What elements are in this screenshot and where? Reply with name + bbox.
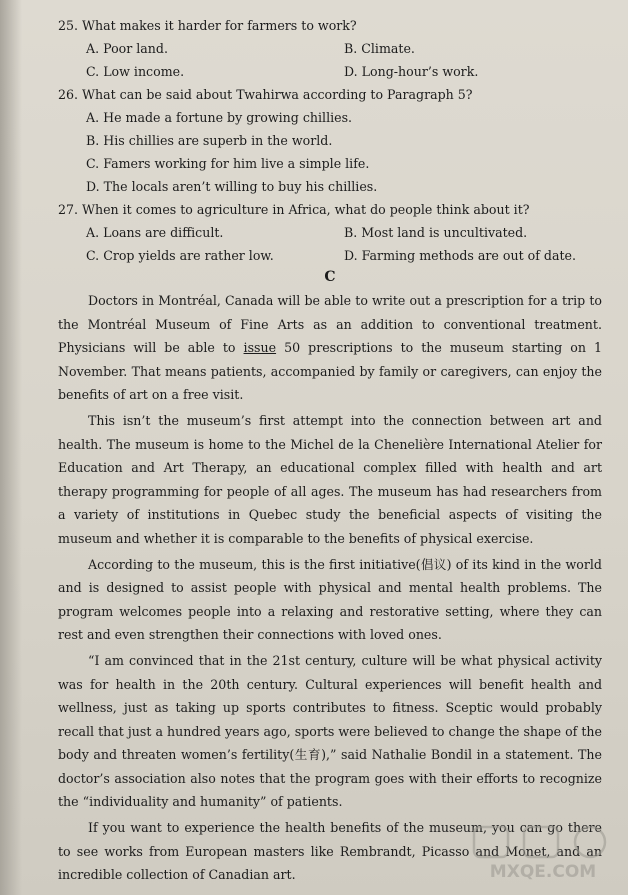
option-d: D. Long-hour’s work.: [344, 64, 479, 79]
option-a: A. Poor land.: [86, 41, 168, 56]
underlined-word: issue: [243, 340, 277, 356]
paragraph-text: 50 prescriptions to the museum starting on 1 November. That means patients, accompanied by family or caregivers, can enjoy the benefits of art on a free visit.: [58, 340, 602, 403]
passage-paragraph-4: “I am convinced that in the 21st century, culture will be what physical activity was for health in the 20th century. Cultural experiences will benefit health and wellness, just as taking up sports contributes to fitness. Sceptic would probably recall that just a hundred years ago, sports were believed to change the shape of the body and threaten women’s fertility(生育),” said Nathalie Bondil in a statement. The doctor’s association also notes that the program goes with their efforts to recognize the “individuality and humanity” of patients.: [58, 652, 602, 810]
passage-paragraph-2: This isn’t the museum’s first attempt into the connection between art and health. The museum is home to the Michel de la Chenelière International Atelier for Education and Art Therapy, an educational complex filled with health and art therapy programming for people of all ages. The museum has had researchers from a variety of institutions in Quebec study the beneficial aspects of visiting the museum and whether it is comparable to the benefits of physical exercise.: [58, 412, 602, 546]
question-27: [58, 198, 602, 267]
question-stem: 27. When it comes to agriculture in Africa, what do people think about it?: [58, 202, 530, 217]
option-d: D. The locals aren’t willing to buy his chillies.: [86, 179, 378, 194]
section-heading: C: [324, 269, 336, 285]
passage-paragraph-1: [58, 289, 602, 407]
option-b: B. Most land is uncultivated.: [344, 225, 528, 240]
option-a: A. Loans are difficult.: [86, 225, 224, 240]
page-edge-shadow: [0, 0, 22, 895]
option-c: C. Crop yields are rather low.: [86, 248, 274, 263]
passage-paragraph-3: According to the museum, this is the first initiative(倡议) of its kind in the world and is designed to assist people with physical and mental health problems. The program welcomes people into a relaxing and restorative setting, where they can rest and even strengthen their connections with loved ones.: [58, 556, 602, 643]
options-grid: [58, 37, 602, 83]
watermark-logo: [468, 823, 618, 881]
paragraph-text: Doctors in Montréal, Canada will be able to write out a prescription for a trip to the Montréal Museum of Fine Arts as an addition to conventional treatment. Physicians will be able to: [58, 293, 602, 356]
option-d: D. Farming methods are out of date.: [344, 248, 576, 263]
question-26: [58, 83, 602, 198]
question-25: [58, 14, 602, 83]
option-b: B. His chillies are superb in the world.: [86, 133, 333, 148]
option-b: B. Climate.: [344, 41, 415, 56]
watermark-text: MXQE.COM: [489, 862, 597, 881]
passage-paragraph-5: If you want to experience the health benefits of the museum, you can go there to see works from European masters like Rembrandt, Picasso and Monet, and an incredible collection of Canadian art.: [58, 820, 602, 883]
option-a: A. He made a fortune by growing chillies.: [86, 110, 353, 125]
option-c: C. Low income.: [86, 64, 185, 79]
question-stem: 26. What can be said about Twahirwa according to Paragraph 5?: [58, 87, 473, 102]
options-grid: [58, 221, 602, 267]
question-stem: 25. What makes it harder for farmers to work?: [58, 18, 357, 33]
option-c: C. Famers working for him live a simple life.: [86, 156, 370, 171]
